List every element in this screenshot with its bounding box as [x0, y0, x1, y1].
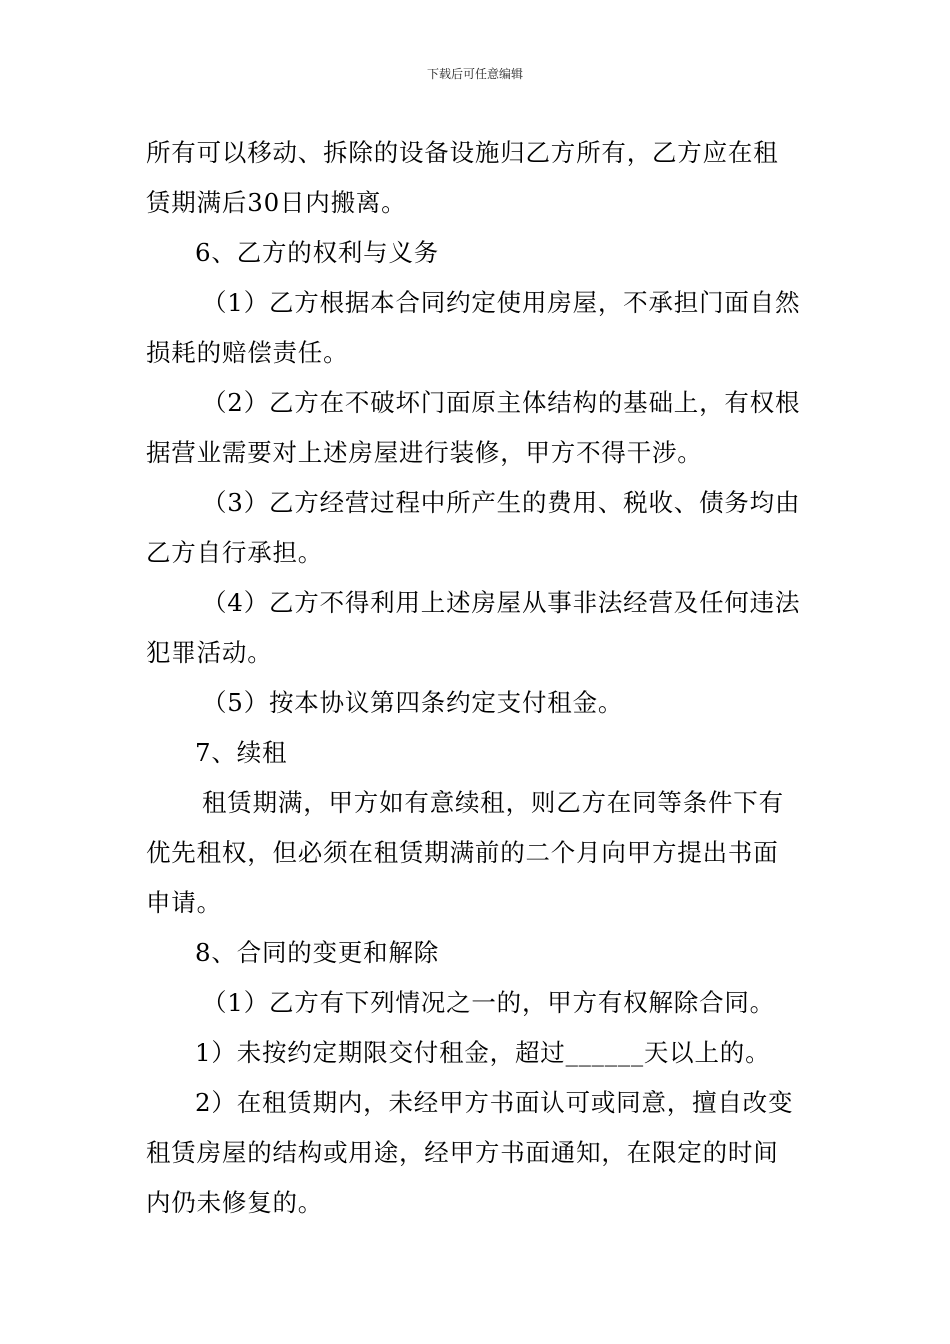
- section-heading: 7、续租: [195, 738, 288, 767]
- text-line: 优先租权，但必须在租赁期满前的二个月向甲方提出书面: [146, 838, 779, 867]
- text-line: 2）在租赁期内，未经甲方书面认可或同意，擅自改变: [195, 1088, 794, 1117]
- text-line: （1）乙方根据本合同约定使用房屋，不承担门面自然: [202, 288, 801, 317]
- text-line: 所有可以移动、拆除的设备设施归乙方所有，乙方应在租: [146, 138, 779, 167]
- text-line: 赁期满后30日内搬离。: [146, 188, 407, 217]
- text-line: （2）乙方在不破坏门面原主体结构的基础上，有权根: [202, 388, 801, 417]
- text-line: 租赁期满，甲方如有意续租，则乙方在同等条件下有: [202, 788, 784, 817]
- text-line: 犯罪活动。: [146, 638, 273, 667]
- text-line: 据营业需要对上述房屋进行装修，甲方不得干涉。: [146, 438, 703, 467]
- section-heading: 8、合同的变更和解除: [195, 938, 440, 967]
- text-line: 1）未按约定期限交付租金，超过______天以上的。: [195, 1038, 771, 1067]
- document-body: [146, 128, 816, 1228]
- text-line: （1）乙方有下列情况之一的，甲方有权解除合同。: [202, 988, 775, 1017]
- text-line: 乙方自行承担。: [146, 538, 324, 567]
- text-line: 租赁房屋的结构或用途，经甲方书面通知，在限定的时间: [146, 1138, 779, 1167]
- text-line: 损耗的赔偿责任。: [146, 338, 349, 367]
- text-line: （3）乙方经营过程中所产生的费用、税收、债务均由: [202, 488, 801, 517]
- page-header-note: 下载后可任意编辑: [426, 67, 523, 81]
- section-heading: 6、乙方的权利与义务: [195, 238, 440, 267]
- text-line: （4）乙方不得利用上述房屋从事非法经营及任何违法: [202, 588, 801, 617]
- text-line: 内仍未修复的。: [146, 1188, 324, 1217]
- text-line: 申请。: [146, 888, 222, 917]
- text-line: （5）按本协议第四条约定支付租金。: [202, 688, 624, 717]
